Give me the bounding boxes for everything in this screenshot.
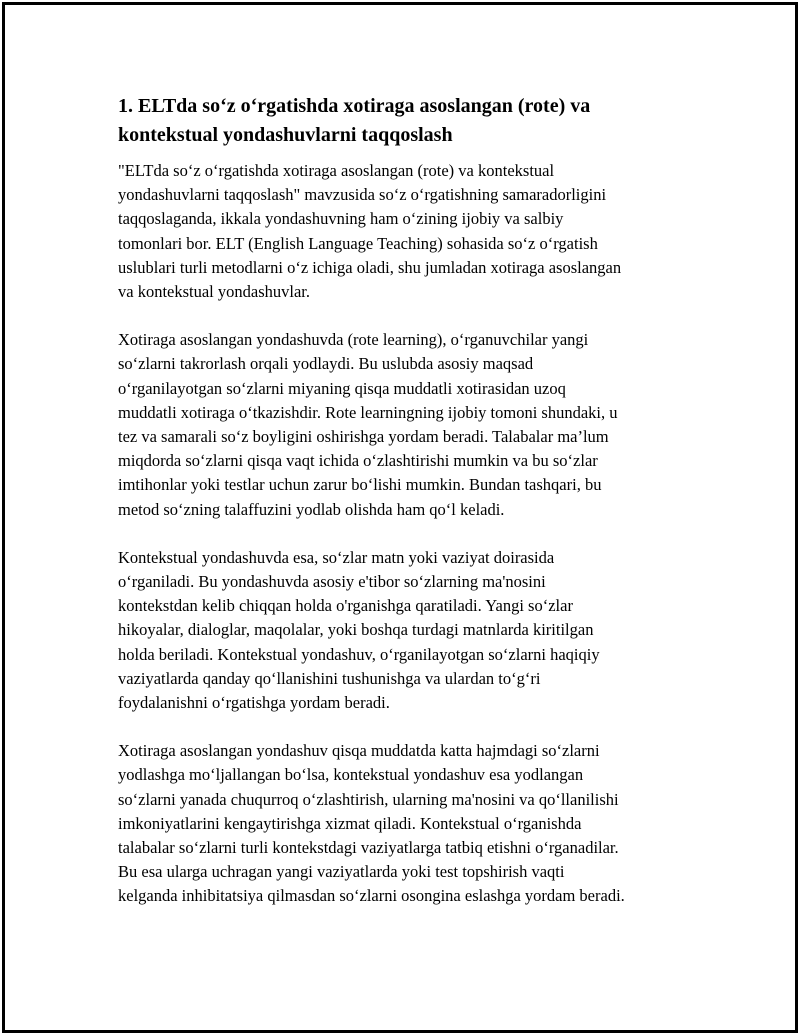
heading-line: kontekstual yondashuvlarni taqqoslash bbox=[118, 124, 453, 146]
paragraph-4 bbox=[118, 739, 690, 908]
text-line: so‘zlarni yanada chuqurroq o‘zlashtirish, ularning ma'nosini va qo‘llanilishi bbox=[118, 789, 619, 809]
text-line: miqdorda so‘zlarni qisqa vaqt ichida o‘zlashtirishi mumkin va bu so‘zlar bbox=[118, 451, 598, 471]
text-line: o‘rganiladi. Bu yondashuvda asosiy e'tibor so‘zlarning ma'nosini bbox=[118, 572, 546, 592]
text-line: tez va samarali so‘z boyligini oshirishga yordam beradi. Talabalar ma’lum bbox=[118, 427, 609, 447]
heading-line: 1. ELTda so‘z o‘rgatishda xotiraga asoslangan (rote) va bbox=[118, 95, 591, 117]
text-line: metod so‘zning talaffuzini yodlab olishda ham qo‘l keladi. bbox=[118, 499, 505, 519]
text-line: kontekstdan kelib chiqqan holda o'rganishga qaratiladi. Yangi so‘zlar bbox=[118, 596, 573, 616]
text-line: vaziyatlarda qanday qo‘llanishini tushunishga va ulardan to‘g‘ri bbox=[118, 668, 541, 688]
text-line: hikoyalar, dialoglar, maqolalar, yoki boshqa turdagi matnlarda kiritilgan bbox=[118, 620, 594, 640]
text-line: va kontekstual yondashuvlar. bbox=[118, 282, 311, 302]
text-line: imkoniyatlarini kengaytirishga xizmat qiladi. Kontekstual o‘rganishda bbox=[118, 813, 582, 833]
text-line: muddatli xotiraga o‘tkazishdir. Rote learningning ijobiy tomoni shundaki, u bbox=[118, 402, 618, 422]
text-line: tomonlari bor. ELT (English Language Teaching) sohasida so‘z o‘rgatish bbox=[118, 233, 598, 253]
text-line: so‘zlarni takrorlash orqali yodlaydi. Bu uslubda asosiy maqsad bbox=[118, 354, 534, 374]
paragraph-3 bbox=[118, 546, 690, 715]
text-line: imtihonlar yoki testlar uchun zarur bo‘lishi mumkin. Bundan tashqari, bu bbox=[118, 475, 602, 495]
document-body bbox=[118, 92, 690, 909]
section-heading bbox=[118, 92, 690, 150]
text-line: yodlashga mo‘ljallangan bo‘lsa, kontekstual yondashuv esa yodlangan bbox=[118, 765, 584, 785]
text-line: "ELTda so‘z o‘rgatishda xotiraga asoslangan (rote) va kontekstual bbox=[118, 161, 555, 180]
text-line: kelganda inhibitatsiya qilmasdan so‘zlarni osongina eslashga yordam beradi. bbox=[118, 886, 625, 906]
text-line: taqqoslaganda, ikkala yondashuvning ham o‘zining ijobiy va salbiy bbox=[118, 209, 564, 229]
text-line: holda beriladi. Kontekstual yondashuv, o‘rganilayotgan so‘zlarni haqiqiy bbox=[118, 644, 600, 664]
text-line: Kontekstual yondashuvda esa, so‘zlar matn yoki vaziyat doirasida bbox=[118, 547, 555, 567]
text-line: talabalar so‘zlarni turli kontekstdagi vaziyatlarga tatbiq etishni o‘rganadilar. bbox=[118, 838, 619, 858]
text-line: Xotiraga asoslangan yondashuv qisqa muddatda katta hajmdagi so‘zlarni bbox=[118, 741, 600, 761]
paragraph-1 bbox=[118, 159, 690, 304]
text-line: yondashuvlarni taqqoslash" mavzusida so‘z o‘rgatishning samaradorligini bbox=[118, 185, 607, 205]
text-line: Xotiraga asoslangan yondashuvda (rote learning), o‘rganuvchilar yangi bbox=[118, 330, 589, 350]
paragraph-2 bbox=[118, 328, 690, 522]
text-line: o‘rganilayotgan so‘zlarni miyaning qisqa muddatli xotirasidan uzoq bbox=[118, 378, 566, 398]
text-line: Bu esa ularga uchragan yangi vaziyatlarda yoki test topshirish vaqti bbox=[118, 862, 565, 882]
text-line: foydalanishni o‘rgatishga yordam beradi. bbox=[118, 693, 390, 713]
text-line: uslublari turli metodlarni o‘z ichiga oladi, shu jumladan xotiraga asoslangan bbox=[118, 257, 622, 277]
